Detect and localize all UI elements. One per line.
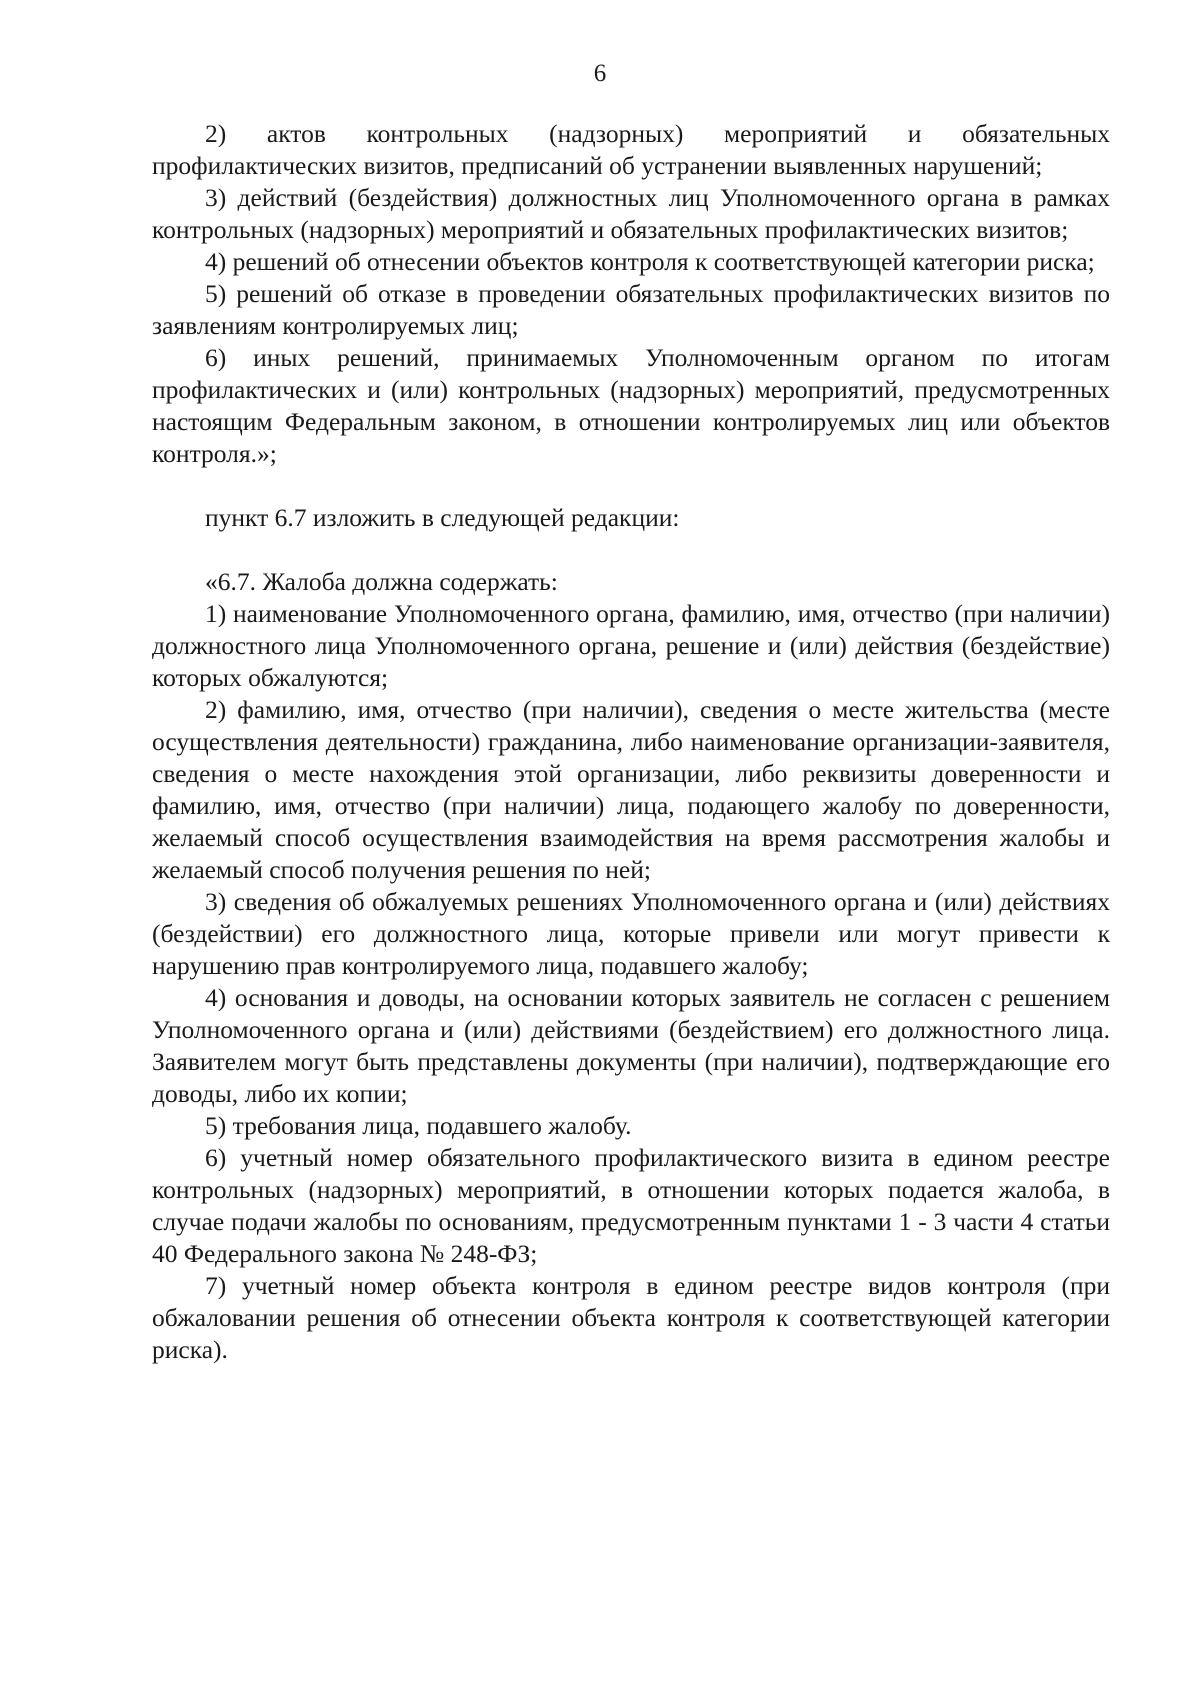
paragraph-item-4: 4) решений об отнесении объектов контроля к соответствующей категории риска;: [205, 247, 1095, 276]
requirement-item-1: 1) наименование Уполномоченного органа, фамилию, имя, отчество (при наличии) должностного лица Уполномоченного органа, решение и (или) действия (бездействие) которых обжалуются;: [152, 599, 1110, 692]
requirement-item-4: 4) основания и доводы, на основании которых заявитель не согласен с решением Уполномоченного органа и (или) действиями (бездействием) его должностного лица. Заявителем могут быть представлены документы (при наличии), подтверждающие его доводы, либо их копии;: [152, 983, 1110, 1108]
paragraph-item-6: 6) иных решений, принимаемых Уполномоченным органом по итогам профилактических и (или) контрольных (надзорных) мероприятий, предусмотренных настоящим Федеральным законом, в отношении контролируемых лиц или объектов контроля.»;: [152, 343, 1110, 468]
requirement-item-7: 7) учетный номер объекта контроля в едином реестре видов контроля (при обжаловании решения об отнесении объекта контроля к соответствующей категории риска).: [152, 1271, 1110, 1364]
requirement-item-3: 3) сведения об обжалуемых решениях Уполномоченного органа и (или) действиях (бездействии) его должностного лица, которые привели или могут привести к нарушению прав контролируемого лица, подавшего жалобу;: [152, 887, 1110, 980]
amendment-instruction: пункт 6.7 изложить в следующей редакции:: [205, 503, 680, 532]
paragraph-item-3: 3) действий (бездействия) должностных лиц Уполномоченного органа в рамках контрольных (надзорных) мероприятий и обязательных профилактических визитов;: [152, 183, 1110, 244]
requirement-item-5: 5) требования лица, подавшего жалобу.: [205, 1111, 632, 1140]
page-number: 6: [593, 60, 607, 87]
section-heading-6-7: «6.7. Жалоба должна содержать:: [205, 567, 558, 596]
paragraph-item-5: 5) решений об отказе в проведении обязательных профилактических визитов по заявлениям контролируемых лиц;: [152, 279, 1110, 340]
paragraph-item-2: 2) актов контрольных (надзорных) мероприятий и обязательных профилактических визитов, предписаний об устранении выявленных нарушений;: [152, 119, 1110, 180]
requirement-item-2: 2) фамилию, имя, отчество (при наличии), сведения о месте жительства (месте осуществления деятельности) гражданина, либо наименование организации-заявителя, сведения о месте нахождения этой организации, либо реквизиты доверенности и фамилию, имя, отчество (при наличии) лица, подающего жалобу по доверенности, желаемый способ осуществления взаимодействия на время рассмотрения жалобы и желаемый способ получения решения по ней;: [152, 695, 1110, 884]
document-body: [152, 118, 1110, 1366]
requirement-item-6: 6) учетный номер обязательного профилактического визита в едином реестре контрольных (надзорных) мероприятий, в отношении которых подается жалоба, в случае подачи жалобы по основаниям, предусмотренным пунктами 1 - 3 части 4 статьи 40 Федерального закона № 248-ФЗ;: [152, 1143, 1110, 1268]
